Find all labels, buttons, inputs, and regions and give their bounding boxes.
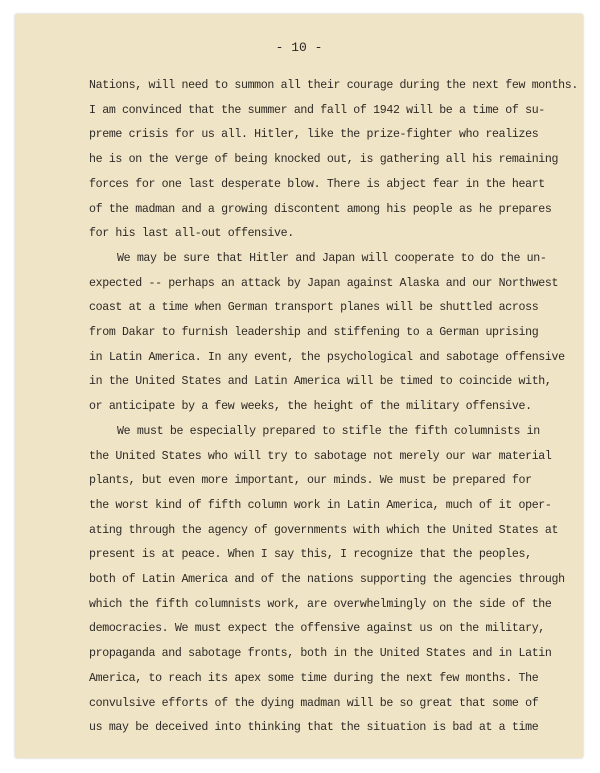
text-line: for his last all-out offensive. xyxy=(89,227,294,241)
text-line: the United States who will try to sabotage not merely our war material xyxy=(89,449,552,463)
text-line: or anticipate by a few weeks, the height of the military offensive. xyxy=(89,400,532,414)
text-line: democracies. We must expect the offensive against us on the military, xyxy=(89,622,545,636)
document-page xyxy=(15,14,583,758)
text-line: which the fifth columnists work, are overwhelmingly on the side of the xyxy=(89,597,552,611)
text-line: of the madman and a growing discontent among his people as he prepares xyxy=(89,202,552,216)
text-line: We must be especially prepared to stifle the fifth columnists in xyxy=(117,424,540,438)
body-text xyxy=(89,74,578,741)
text-line: coast at a time when German transport planes will be shuttled across xyxy=(89,301,539,315)
text-line: ating through the agency of governments with which the United States at xyxy=(89,523,559,537)
text-line: propaganda and sabotage fronts, both in the United States and in Latin xyxy=(89,647,552,661)
text-line: We may be sure that Hitler and Japan will cooperate to do the un- xyxy=(117,251,547,265)
text-line: Nations, will need to summon all their courage during the next few months. xyxy=(89,79,578,92)
text-line: in Latin America. In any event, the psychological and sabotage offensive xyxy=(89,350,565,364)
text-line: preme crisis for us all. Hitler, like the prize-fighter who realizes xyxy=(89,128,539,142)
text-line: present is at peace. When I say this, I recognize that the peoples, xyxy=(89,548,532,562)
text-line: America, to reach its apex some time during the next few months. The xyxy=(89,671,539,685)
text-line: us may be deceived into thinking that the situation is bad at a time xyxy=(89,721,539,735)
text-line: expected -- perhaps an attack by Japan against Alaska and our Northwest xyxy=(89,276,559,290)
text-line: the worst kind of fifth column work in Latin America, much of it oper- xyxy=(89,498,552,512)
text-line: plants, but even more important, our minds. We must be prepared for xyxy=(89,474,532,488)
text-line: I am convinced that the summer and fall of 1942 will be a time of su- xyxy=(89,103,545,117)
text-line: from Dakar to furnish leadership and stiffening to a German uprising xyxy=(89,326,539,340)
page-number: - 10 - xyxy=(275,40,323,55)
text-line: both of Latin America and of the nations supporting the agencies through xyxy=(89,573,565,587)
text-line: convulsive efforts of the dying madman will be so great that some of xyxy=(89,696,539,710)
text-line: in the United States and Latin America will be timed to coincide with, xyxy=(89,375,552,389)
text-line: he is on the verge of being knocked out, is gathering all his remaining xyxy=(89,153,559,167)
text-line: forces for one last desperate blow. There is abject fear in the heart xyxy=(89,177,545,191)
